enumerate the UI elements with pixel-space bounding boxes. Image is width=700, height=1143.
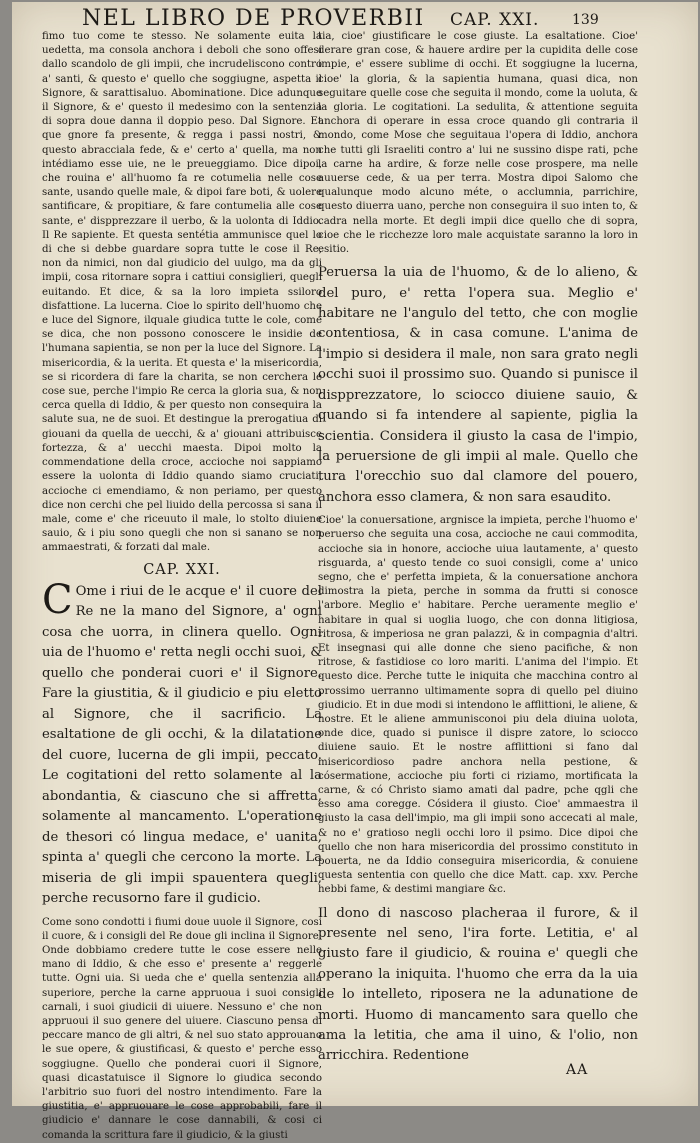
- left-column: [42, 30, 322, 1143]
- right-column: [318, 30, 638, 1067]
- book-page: [12, 2, 698, 1141]
- chapter-heading: CAP. XXI.: [143, 561, 221, 578]
- folio-number: 139: [572, 12, 599, 28]
- scripture-block: Peruersa la uia de l'huomo, & de lo alieno, & del puro, e' retta l'opera sua. Meglio e' habitare ne l'angulo del tetto, che con moglie contentiosa, & in casa comune. L'anima de l'impio si desidera il male, non sara grato negli occhi suoi il prossimo suo. Quando si punisce il dispprezzatore, lo sciocco diuiene sauio, & quando si fa intendere al sapiente, piglia la scientia. Considera il giusto la casa de l'impio, la peruersione de gli impii al male. Quello che tura l'orecchio suo dal clamore del pouero, anchora esso clamera, & non sara esaudito.: [318, 265, 638, 505]
- commentary-block: tia, cioe' giustificare le cose giuste. La esaltatione. Cioe' derare gran cose, & hauere ardire per la cupidita delle cose impie, e' essere sublime di occhi. Et soggiugne la lucerna, cioe' la gloria, & la sapientia humana, quasi dica, non seguitare quelle cose che seguita il mondo, come la uoluta, & la gloria. Le cogitationi. La sedulita, & attentione seguita anchora di operare in essa croce quando gli contraria il mondo, come Mose che seguitaua l'opera di Iddio, anchora che tutti gli Israeliti contro a' lui ne sussino dispe rati, pche la carne ha ardire, & forze nelle cose prospere, ma nelle auuerse cede, & ua per terra. Mostra dipoi Salomo che qualunque modo alcuno méte, o acclumnia, parrichire, questo diuerra uano, perche non conseguira il suo inten to, & cadra nella morte. Et degli impii dice quello che di sopra, cioe che le ricchezze loro male acquistate saranno la loro in esitio.: [318, 31, 638, 256]
- scripture-text: Ome i riui de le acque e' il cuore del Re ne la mano del Signore, a' ogni cosa che uorra, in clinera quello. Ogni uia de l'huomo e' retta negli occhi suoi, & quello che ponderai cuori e' il Signore. Fare la giustitia, & il giudicio e piu eletto al Signore, che il sacrificio. La esaltatione de gli occhi, & la dilatatione del cuore, lucerna de gli impii, peccato. Le cogitationi del retto solamente al la abondantia, & ciascuno che si affretta, solamente al mancamento. L'operatione de thesori có lingua medace, e' uanita, spinta a' quegli che cercono la morte. La miseria de gli impii spauentera quegli, perche recusorno fare il gudicio.: [42, 583, 322, 907]
- running-title: NEL LIBRO DE PROVERBII: [82, 6, 425, 31]
- chapter-number: CAP. XXI.: [450, 10, 540, 30]
- gathering-signature: AA: [566, 1062, 589, 1078]
- commentary-block: Come sono condotti i fiumi doue uuole il Signore, cosi il cuore, & i consigli del Re doue gli inclina il Signore. Onde dobbiamo credere tutte le cose essere nelle mano di Iddio, & che esso e' presente a' reggerle tutte. Ogni uia. Si ueda che e' quella sentenzia alla superiore, perche la carne appruoua i suoi consigli carnali, i suoi giudicii di uiuere. Nessuno e' che non appruoui il suo genere del uiuere. Ciascuno pensa di peccare manco de gli altri, & nel suo stato approuano le sue opere, & giustificasi, & questo e' perche esso soggiugne. Quello che ponderai cuori il Signore, quasi dicastatuisce il Signore lo giudica secondo l'arbitrio suo fuori del nostro intendimento. Fare la giustitia, e' appruouare le cose approbabili, fare il giudicio e' dannare le cose dannabili, & cosi ci comanda la scrittura fare il giudicio, & la giusti: [42, 916, 322, 1141]
- commentary-block: fimo tuo come te stesso. Ne solamente euita la uedetta, ma consola anchora i deboli che sono offesi dallo scandolo de gli impii, che incrudeliscono contro a' santi, & questo e' quello che soggiugne, aspetta il Signore, & sarattisaluo. Abominatione. Dice adunque il Signore, & e' questo il medesimo con la sentenzia di sopra doue danna il doppio peso. Dal Signore. Et que gnore fa presente, & regga i passi nostri, & questo abracciala fede, & e' certo a' quella, ma non intédiamo esse uie, ne le preueggiamo. Dice dipoi, che rouina e' all'huomo fa re cotumelia nelle cose sante, usando quelle male, & dipoi fare boti, & uolere santificare, & propitiare, & fare contumelia alle cose sante, e' dispprezzare il uerbo, & la uolonta di Iddio. Il Re sapiente. Et questa sentétia ammunisce quel lo di che si debbe guardare sopra tutte le cose il Re, non da nimici, non dal giudicio del uulgo, ma da gli impii, cosa ritornare sopra i cattiui consiglieri, quegli euitando. Et dice, & sa la loro impieta ssiloro disfattione. La lucerna. Cioe lo spirito dell'huomo che e luce del Signore, ilquale giudica tutte le cole, come se dica, che non possono conoscere le insidie de l'humana sapientia, se non per la luce del Signore. La misericordia, & la uerita. Et questa e' la misericordia, se si ricordera di fare la charita, se non cerchera le cose sue, perche l'impio Re cerca la gloria sua, & non cerca quella di Iddio, & per questo non consequira la salute sua, ne de suoi. Et destingue la prerogatiua di giouani da quella de uecchi, & a' giouani attribuisce fortezza, & a' uecchi maesta. Dipoi molto la commendatione della croce, accioche noi sappiamo essere la uolonta di Iddio quando siamo cruciati, accioche ci emendiamo, & non periamo, per questo dice non cerchi che pel liuido della percossa si sana il male, come e' che riceuuto il male, lo stolto diuiene sauio, & i piu sono quegli che non si sanano se non ammaestrati, & forzati dal male.: [42, 31, 322, 554]
- drop-capital: C: [42, 576, 73, 623]
- scripture-block: Il dono di nascoso placheraa il furore, & il presente nel seno, l'ira forte. Letitia, e' al giusto fare il giudicio, & rouina e' quegli che operano la iniquita. l'huomo che erra da la uia de lo intelleto, riposera ne la adunatione de morti. Huomo di mancamento sara quello che ama la letitia, che ama il uino, & l'olio, non arricchira. Redentione: [318, 905, 638, 1064]
- commentary-block: Cioe' la conuersatione, argnisce la impieta, perche l'huomo e' peruerso che seguita una cosa, accioche ne caui commodita, accioche sia in honore, accioche uiua lautamente, a' questo risguarda, a' questo tende co suoi consigli, come a' unico segno, che e' perfetta impieta, & la conuersatione anchora dimostra la pieta, perche in somma da frutti si conosce l'arbore. Meglio e' habitare. Perche ueramente meglio e' habitare in qual si uoglia luogo, che con donna litigiosa, ritrosa, & imperiosa ne gran palazzi, & in compagnia d'altri. Et insegnasi qui alle donne che sieno pacifiche, & non ritrose, & fastidiose co loro mariti. L'anima del l'impio. Et questo dice. Perche tutte le iniquita che macchina contro al prossimo uerranno ultimamente sopra di quello pel diuino giudicio. Et in due modi si intendono le afflittioni, le aliene, & nostre. Et le aliene ammunisconoi piu dela diuina uolota, onde dice, quado si punisce il dispre zatore, lo sciocco diuiene sauio. Et le nostre afflittioni si fano dal misericordioso padre anchora nella pestione, & cósermatione, accioche piu forti ci riziamo, mortificata la carne, & có Christo siamo amati dal padre, pche qgli che esso ama coregge. Cósidera il giusto. Cioe' ammaestra il giusto la casa dell'impio, ma gli impii sono accecati al male, & no e' gratioso negli occhi loro il psimo. Dice dipoi che quello che non hara misericordia del prossimo constituto in pouerta, ne da Iddio conseguira misericordia, & conuiene questa sententia con quello che dice Matt. cap. xxv. Perche hebbi fame, & destimi mangiare &c.: [318, 515, 638, 896]
- scripture-block: [42, 576, 322, 910]
